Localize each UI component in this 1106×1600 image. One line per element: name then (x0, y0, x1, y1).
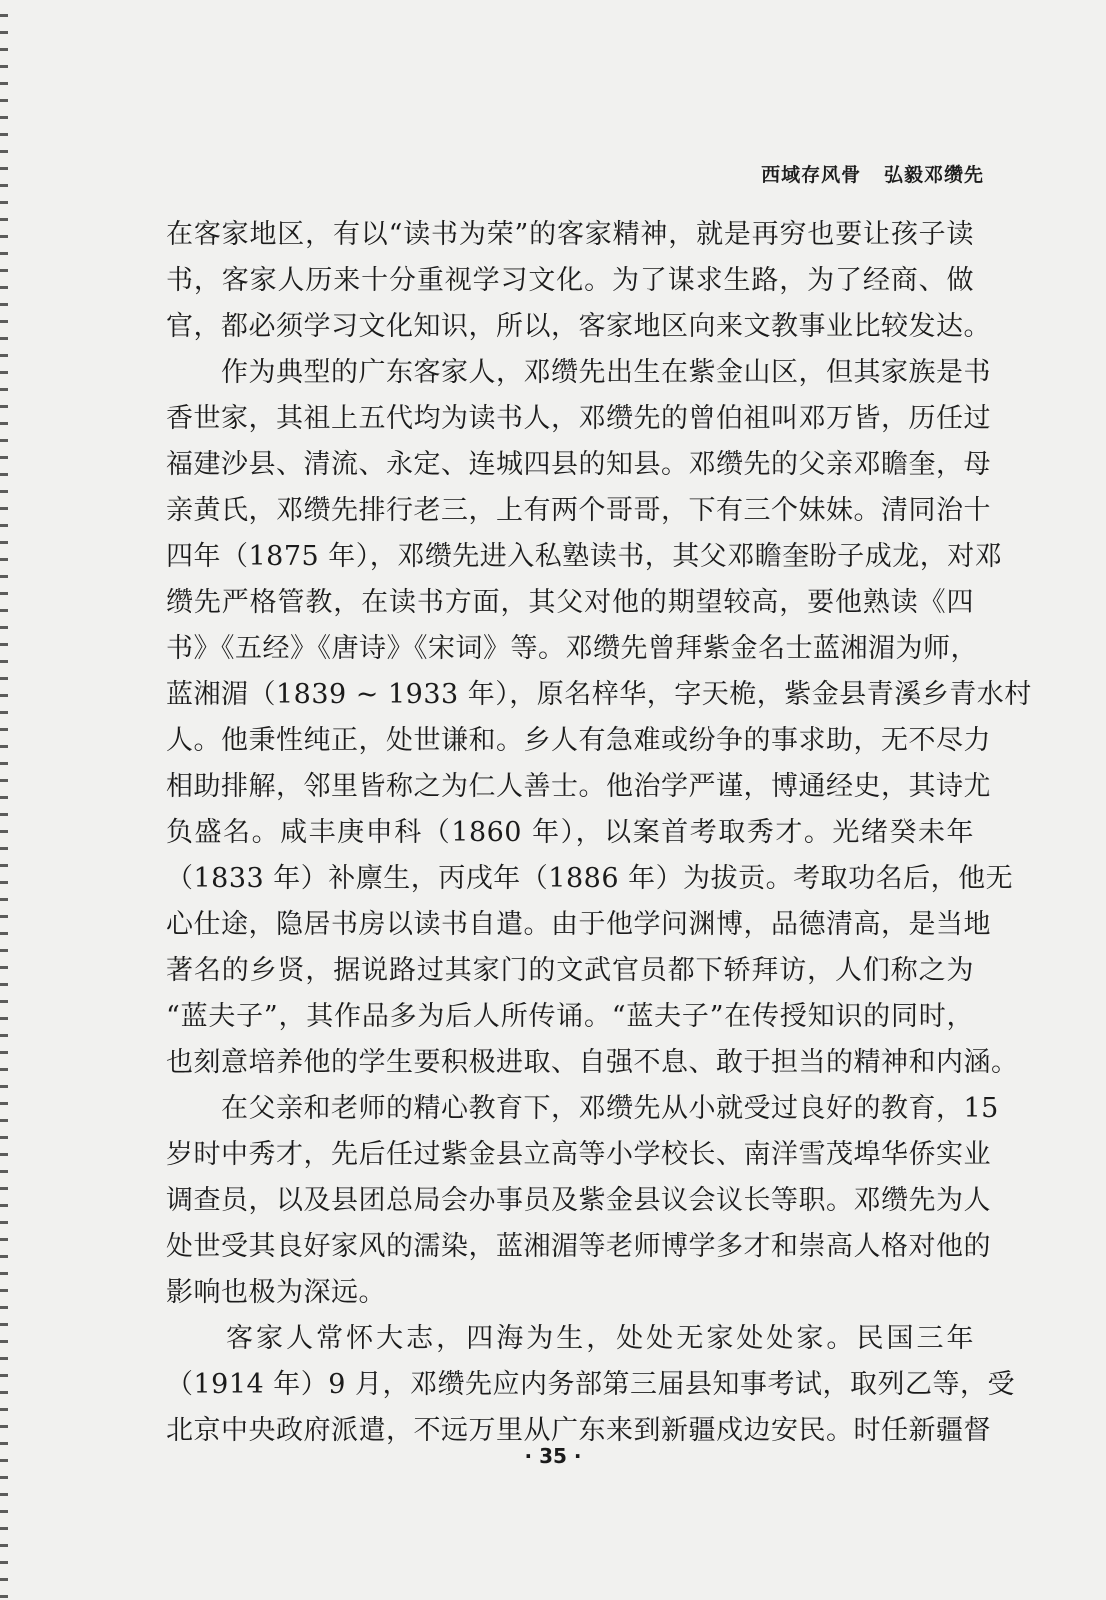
text-line: 北京中央政府派遣，不远万里从广东来到新疆戍边安民。时任新疆督 (166, 1415, 991, 1446)
text-line: 调查员，以及县团总局会办事员及紫金县议会议长等职。邓缵先为人 (166, 1185, 991, 1216)
text-line: 影响也极为深远。 (166, 1277, 386, 1308)
text-line: 亲黄氏，邓缵先排行老三，上有两个哥哥，下有三个妹妹。清同治十 (166, 495, 991, 526)
body-text (166, 212, 1032, 1454)
text-line: 相助排解，邻里皆称之为仁人善士。他治学严谨，博通经史，其诗尤 (166, 771, 991, 802)
text-line: 作为典型的广东客家人，邓缵先出生在紫金山区，但其家族是书 (166, 357, 991, 388)
text-line: 书》《五经》《唐诗》《宋词》等。邓缵先曾拜紫金名士蓝湘湄为师， (166, 633, 978, 664)
text-line: 书，客家人历来十分重视学习文化。为了谋求生路，为了经商、做 (166, 265, 974, 296)
text-line: 人。他秉性纯正，处世谦和。乡人有急难或纷争的事求助，无不尽力 (166, 725, 991, 756)
text-line: （1914 年）9 月，邓缵先应内务部第三届县知事考试，取列乙等，受 (166, 1369, 1016, 1400)
text-line: 处世受其良好家风的濡染，蓝湘湄等老师博学多才和崇高人格对他的 (166, 1231, 991, 1262)
text-line: 负盛名。咸丰庚申科（1860 年），以案首考取秀才。光绪癸未年 (166, 817, 974, 848)
scan-edge-marks (0, 0, 8, 1600)
text-line: 香世家，其祖上五代均为读书人，邓缵先的曾伯祖叫邓万皆，历任过 (166, 403, 991, 434)
text-line: 蓝湘湄（1839 ~ 1933 年），原名梓华，字天桅，紫金县青溪乡青水村 (166, 679, 1032, 710)
text-line: 岁时中秀才，先后任过紫金县立高等小学校长、南洋雪茂埠华侨实业 (166, 1139, 991, 1170)
text-line: 客家人常怀大志，四海为生，处处无家处处家。民国三年 (166, 1323, 974, 1354)
text-line: 四年（1875 年），邓缵先进入私塾读书，其父邓瞻奎盼子成龙，对邓 (166, 541, 1003, 572)
text-line: 著名的乡贤，据说路过其家门的文武官员都下轿拜访，人们称之为 (166, 955, 974, 986)
page-number: · 35 · (524, 1444, 582, 1468)
text-line: 缵先严格管教，在读书方面，其父对他的期望较高，要他熟读《四 (166, 587, 974, 618)
text-line: 官，都必须学习文化知识，所以，客家地区向来文教事业比较发达。 (166, 311, 991, 342)
text-line: 心仕途，隐居书房以读书自遣。由于他学问渊博，品德清高，是当地 (166, 909, 991, 940)
text-line: 福建沙县、清流、永定、连城四县的知县。邓缵先的父亲邓瞻奎，母 (166, 449, 991, 480)
text-line: 在客家地区，有以“读书为荣”的客家精神，就是再穷也要让孩子读 (166, 219, 974, 250)
text-line: 也刻意培养他的学生要积极进取、自强不息、敢于担当的精神和内涵。 (166, 1047, 1019, 1078)
text-line: 在父亲和老师的精心教育下，邓缵先从小就受过良好的教育，15 (166, 1093, 999, 1124)
text-line: （1833 年）补廪生，丙戌年（1886 年）为拔贡。考取功名后，他无 (166, 863, 1014, 894)
running-header: 西域存风骨 弘毅邓缵先 (761, 164, 984, 186)
text-line: “蓝夫子”，其作品多为后人所传诵。“蓝夫子”在传授知识的同时， (166, 1001, 974, 1032)
